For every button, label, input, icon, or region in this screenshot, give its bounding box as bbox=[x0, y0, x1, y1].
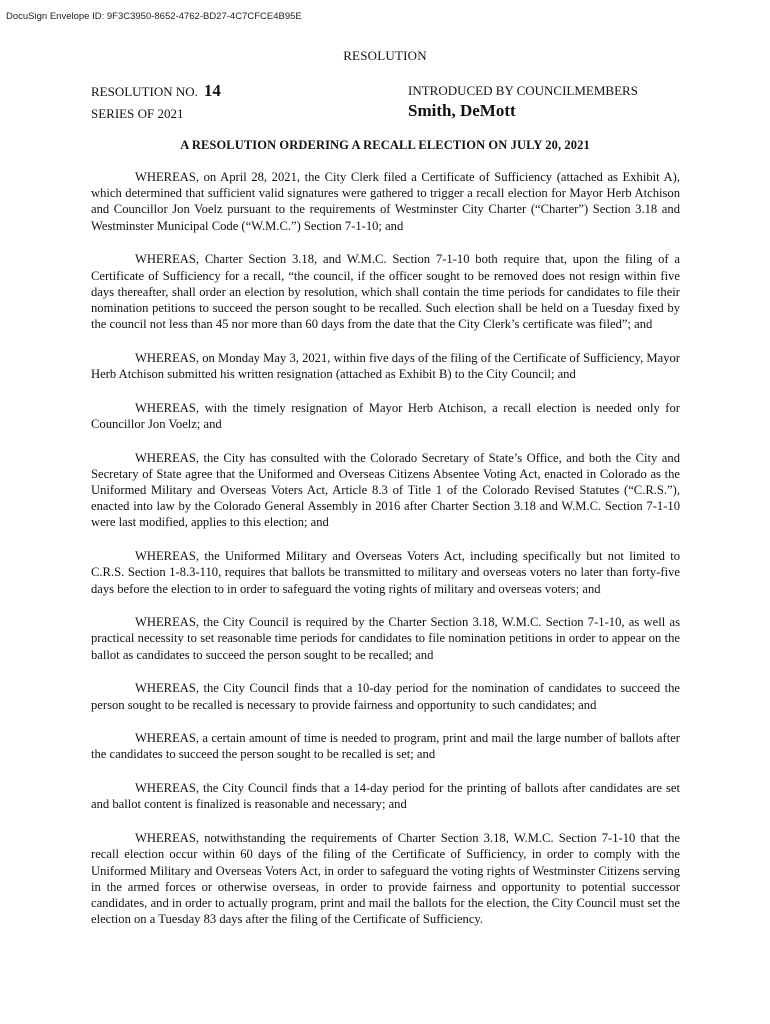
docusign-envelope-id: DocuSign Envelope ID: 9F3C3950-8652-4762-BD27-4C7CFCE4B95E bbox=[6, 11, 302, 22]
introduced-by bbox=[408, 83, 638, 121]
resolution-series: SERIES OF 2021 bbox=[91, 106, 184, 121]
resolution-heading: A RESOLUTION ORDERING A RECALL ELECTION ON JULY 20, 2021 bbox=[180, 138, 590, 152]
whereas-paragraph: WHEREAS, a certain amount of time is needed to program, print and mail the large number of ballots after the candidates to succeed the person sought to be recalled is set; and bbox=[91, 731, 680, 762]
whereas-paragraph: WHEREAS, with the timely resignation of Mayor Herb Atchison, a recall election is needed only for Councillor Jon Voelz; and bbox=[91, 400, 680, 431]
introduced-by-label: INTRODUCED BY COUNCILMEMBERS bbox=[408, 83, 638, 98]
whereas-paragraph: WHEREAS, the City Council is required by the Charter Section 3.18, W.M.C. Section 7-1-10, as well as practical necessity to set reasonable time periods for candidates to file nomination petitions in order to appear on the ballot as candidates to succeed the person sought to be recalled; and bbox=[91, 615, 680, 662]
whereas-paragraph: WHEREAS, notwithstanding the requirements of Charter Section 3.18, W.M.C. Section 7-1-10 that the recall election occur within 60 days of the filing of the Certificate of Sufficiency, in order to comply with the Uniformed Military and Overseas Voters Act, in order to safeguard the voting rights of Westminster Citizens serving in the armed forces or otherwise overseas, in order to provide fairness and opportunity to potential successor candidates, and in order to actually program, print and mail the ballots for the election, the City Council must set the election on a Tuesday 83 days after the filing of the Certificate of Sufficiency. bbox=[91, 831, 680, 927]
whereas-paragraph: WHEREAS, the City Council finds that a 14-day period for the printing of ballots after candidates are set and ballot content is finalized is reasonable and necessary; and bbox=[91, 781, 680, 812]
resolution-body bbox=[91, 169, 680, 945]
resolution-number-label: RESOLUTION NO. bbox=[91, 84, 198, 99]
whereas-paragraph: WHEREAS, Charter Section 3.18, and W.M.C. Section 7-1-10 both require that, upon the filing of a Certificate of Sufficiency for a recall, “the council, if the officer sought to be removed does not resign within five days thereafter, shall order an election by resolution, which shall contain the time periods for candidates to file their nomination petitions to succeed the person sought to be recalled. Such election shall be held on a Tuesday fixed by the council not less than 45 nor more than 60 days from the date that the City Clerk’s certificate was filed”; and bbox=[91, 252, 680, 332]
whereas-paragraph: WHEREAS, on Monday May 3, 2021, within five days of the filing of the Certificate of Sufficiency, Mayor Herb Atchison submitted his written resignation (attached as Exhibit B) to the City Council; and bbox=[91, 350, 680, 382]
whereas-paragraph: WHEREAS, on April 28, 2021, the City Clerk filed a Certificate of Sufficiency (attached as Exhibit A), which determined that sufficient valid signatures were gathered to trigger a recall election for Mayor Herb Atchison and Councillor Jon Voelz pursuant to the requirements of Westminster City Charter (“Charter”) Section 3.18 and Westminster Municipal Code (“W.M.C.”) Section 7-1-10; and bbox=[91, 170, 680, 233]
whereas-paragraph: WHEREAS, the Uniformed Military and Overseas Voters Act, including specifically but not limited to C.R.S. Section 1-8.3-110, requires that ballots be transmitted to military and overseas voters no later than forty-five days before the election to in order to safeguard the voting rights of military and overseas voters; and bbox=[91, 549, 680, 596]
whereas-paragraph: WHEREAS, the City has consulted with the Colorado Secretary of State’s Office, and both the City and Secretary of State agree that the Uniformed and Overseas Citizens Absentee Voting Act, enacted in Colorado as the Uniformed Military and Overseas Voters Act, Article 8.3 of Title 1 of the Colorado Revised Statutes (“C.R.S.”), enacted into law by the Colorado General Assembly in 2016 after Charter Section 3.18 and W.M.C. Section 7-1-10 were last modified, applies to this election; and bbox=[91, 450, 680, 530]
resolution-number-line bbox=[91, 80, 221, 103]
document-title: RESOLUTION bbox=[343, 48, 427, 63]
resolution-number: 14 bbox=[203, 81, 221, 100]
whereas-paragraph: WHEREAS, the City Council finds that a 10-day period for the nomination of candidates to succeed the person sought to be recalled is necessary to provide fairness and opportunity to such candidates; and bbox=[91, 681, 680, 712]
resolution-info bbox=[91, 80, 221, 125]
councilmember-names: Smith, DeMott bbox=[408, 101, 516, 120]
